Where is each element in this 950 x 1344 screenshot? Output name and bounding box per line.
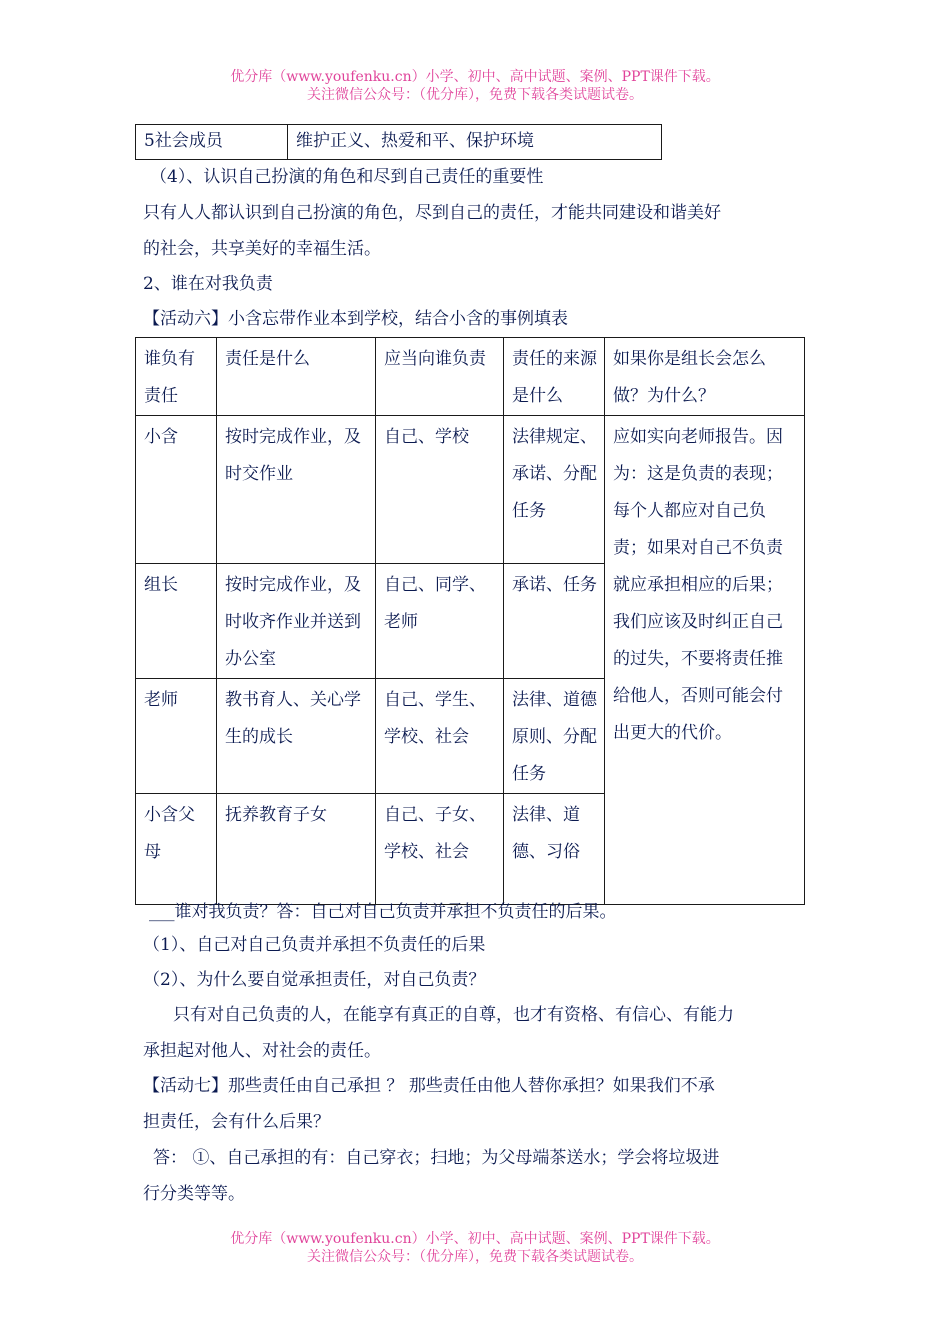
cell-to: 自己、同学、老师 [376,564,504,679]
question-answer: ___谁对我负责？答：自己对自己负责并承担不负责任的后果。 [149,902,617,922]
column-header: 责任是什么 [217,338,376,416]
cell-source: 法律规定、承诺、分配任务 [504,416,605,564]
activity-7-title: 【活动七】那些责任由自己承担 ？ 那些责任由他人替你承担？如果我们不承 [143,1076,715,1096]
cell-to: 自己、子女、学校、社会 [376,794,504,905]
header-line-1: 优分库（www.youfenku.cn）小学、初中、高中试题、案例、PPT课件下载。 [230,69,720,85]
section-2-heading: 2、谁在对我负责 [143,274,273,294]
table-cell: 5社会成员 [136,125,288,160]
answer-line: 行分类等等。 [143,1184,245,1204]
page-header [0,68,950,104]
cell-to: 自己、学生、学校、社会 [376,679,504,794]
paragraph-line: 的社会，共享美好的幸福生活。 [143,239,381,259]
table-row [136,125,662,160]
page-footer [0,1230,950,1266]
column-header: 如果你是组长会怎么做？为什么？ [605,338,805,416]
paragraph-line: 只有人人都认识到自己扮演的角色，尽到自己的责任，才能共同建设和谐美好 [143,203,721,223]
cell-source: 法律、道德原则、分配任务 [504,679,605,794]
section-4-heading: （4）、认识自己扮演的角色和尽到自己责任的重要性 [150,167,544,187]
table-cell: 维护正义、热爱和平、保护环境 [288,125,662,160]
footer-line-1: 优分库（www.youfenku.cn）小学、初中、高中试题、案例、PPT课件下载。 [230,1231,720,1247]
cell-what: 按时完成作业，及时收齐作业并送到办公室 [217,564,376,679]
answer-line: 答： ①、自己承担的有：自己穿衣；扫地；为父母端茶送水；学会将垃圾进 [153,1148,720,1168]
cell-who: 小含父母 [136,794,217,905]
item-2: （2）、为什么要自觉承担责任，对自己负责？ [143,970,486,990]
table-header-row [136,338,805,416]
cell-to: 自己、学校 [376,416,504,564]
social-member-table [135,124,662,160]
item-1: （1）、自己对自己负责并承担不负责任的后果 [143,935,486,955]
cell-who: 组长 [136,564,217,679]
cell-who: 小含 [136,416,217,564]
cell-source: 承诺、任务 [504,564,605,679]
cell-what: 教书育人、关心学生的成长 [217,679,376,794]
table-row [136,416,805,564]
responsibility-table [135,337,805,905]
column-header: 责任的来源是什么 [504,338,605,416]
activity-6-title: 【活动六】小含忘带作业本到学校，结合小含的事例填表 [143,309,568,329]
header-line-2: 关注微信公众号：（优分库），免费下载各类试题试卷。 [307,87,643,103]
cell-who: 老师 [136,679,217,794]
paragraph-line: 承担起对他人、对社会的责任。 [143,1041,381,1061]
column-header: 谁负有责任 [136,338,217,416]
cell-what: 按时完成作业，及时交作业 [217,416,376,564]
column-header: 应当向谁负责 [376,338,504,416]
cell-what: 抚养教育子女 [217,794,376,905]
activity-7-title-cont: 担责任，会有什么后果？ [143,1112,330,1132]
footer-line-2: 关注微信公众号：（优分库），免费下载各类试题试卷。 [307,1249,643,1265]
cell-source: 法律、道德、习俗 [504,794,605,905]
paragraph-line: 只有对自己负责的人，在能享有真正的自尊，也才有资格、有信心、有能力 [173,1005,734,1025]
cell-answer: 应如实向老师报告。因为：这是负责的表现；每个人都应对自己负责；如果对自己不负责就应承担相应的后果；我们应该及时纠正自己的过失，不要将责任推给他人，否则可能会付出更大的代价。 [605,416,805,905]
